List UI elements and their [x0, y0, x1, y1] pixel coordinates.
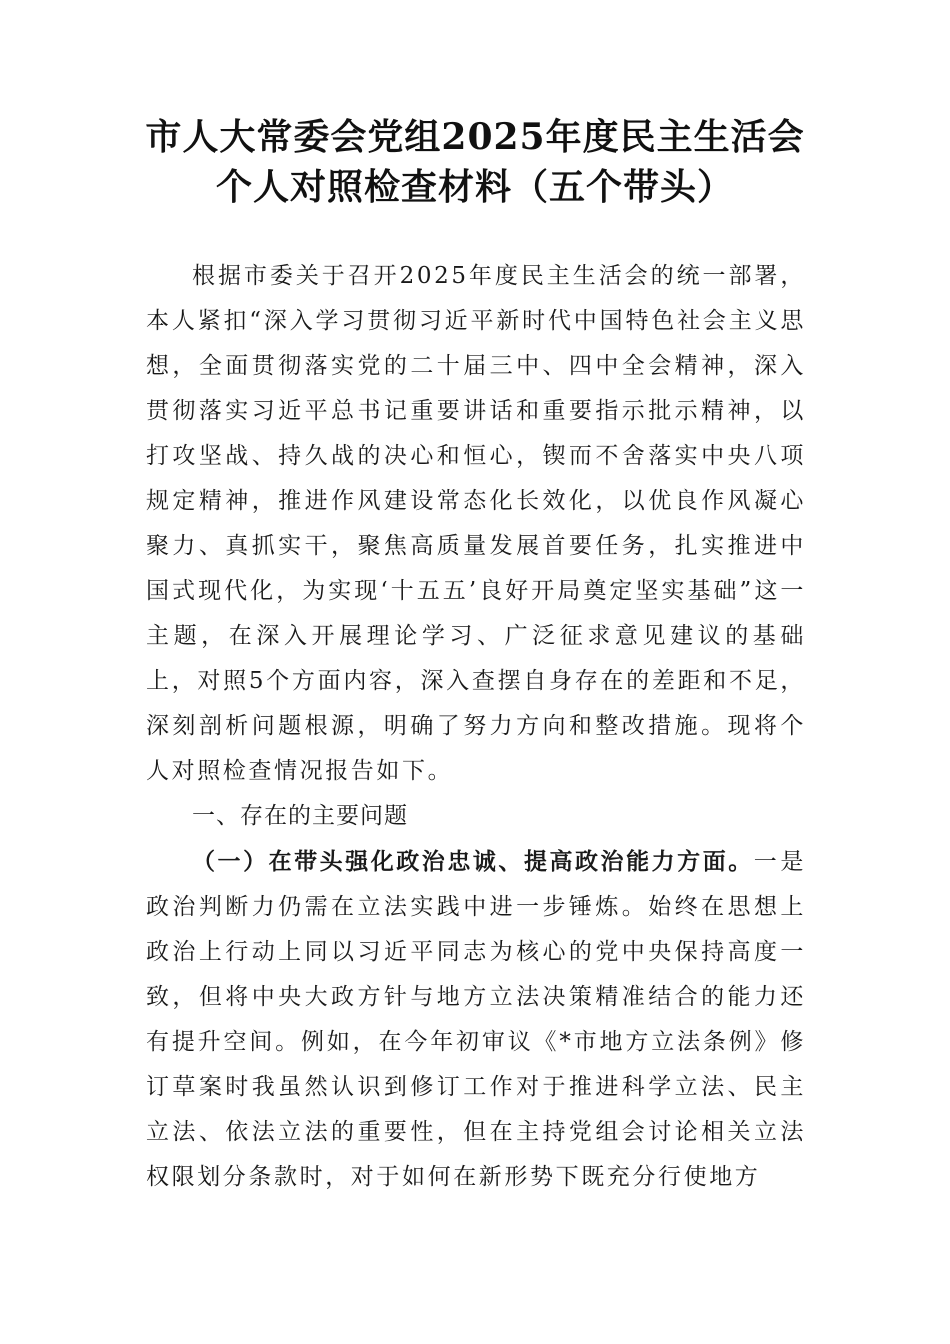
document-title: 市人大常委会党组2025年度民主生活会个人对照检查材料（五个带头） [145, 116, 805, 208]
section-heading: 一、存在的主要问题 [192, 803, 408, 829]
intro-paragraph: 根据市委关于召开2025年度民主生活会的统一部署，本人紧扣“深入学习贯彻习近平新时代中国特色社会主义思想，全面贯彻落实党的二十届三中、四中全会精神，深入贯彻落实习近平总书记重要讲话和重要指示批示精神，以打攻坚战、持久战的决心和恒心，锲而不舍落实中央八项规定精神，推进作风建设常态化长效化，以优良作风凝心聚力、真抓实干，聚焦高质量发展首要任务，扎实推进中国式现代化，为实现‘十五五’良好开局奠定坚实基础”这一主题，在深入开展理论学习、广泛征求意见建议的基础上，对照5个方面内容，深入查摆自身存在的差距和不足，深刻剖析问题根源，明确了努力方向和整改措施。现将个人对照检查情况报告如下。 [146, 263, 806, 784]
subsection-body: 一是政治判断力仍需在立法实践中进一步锤炼。始终在思想上政治上行动上同以习近平同志为核心的党中央保持高度一致，但将中央大政方针与地方立法决策精准结合的能力还有提升空间。例如，在今年初审议《*市地方立法条例》修订草案时我虽然认识到修订工作对于推进科学立法、民主立法、依法立法的重要性，但在主持党组会讨论相关立法权限划分条款时，对于如何在新形势下既充分行使地方 [146, 849, 807, 1190]
document-body [146, 254, 806, 1200]
subsection-lead: （一）在带头强化政治忠诚、提高政治能力方面。 [192, 848, 754, 875]
subsection-paragraph [146, 839, 806, 1200]
